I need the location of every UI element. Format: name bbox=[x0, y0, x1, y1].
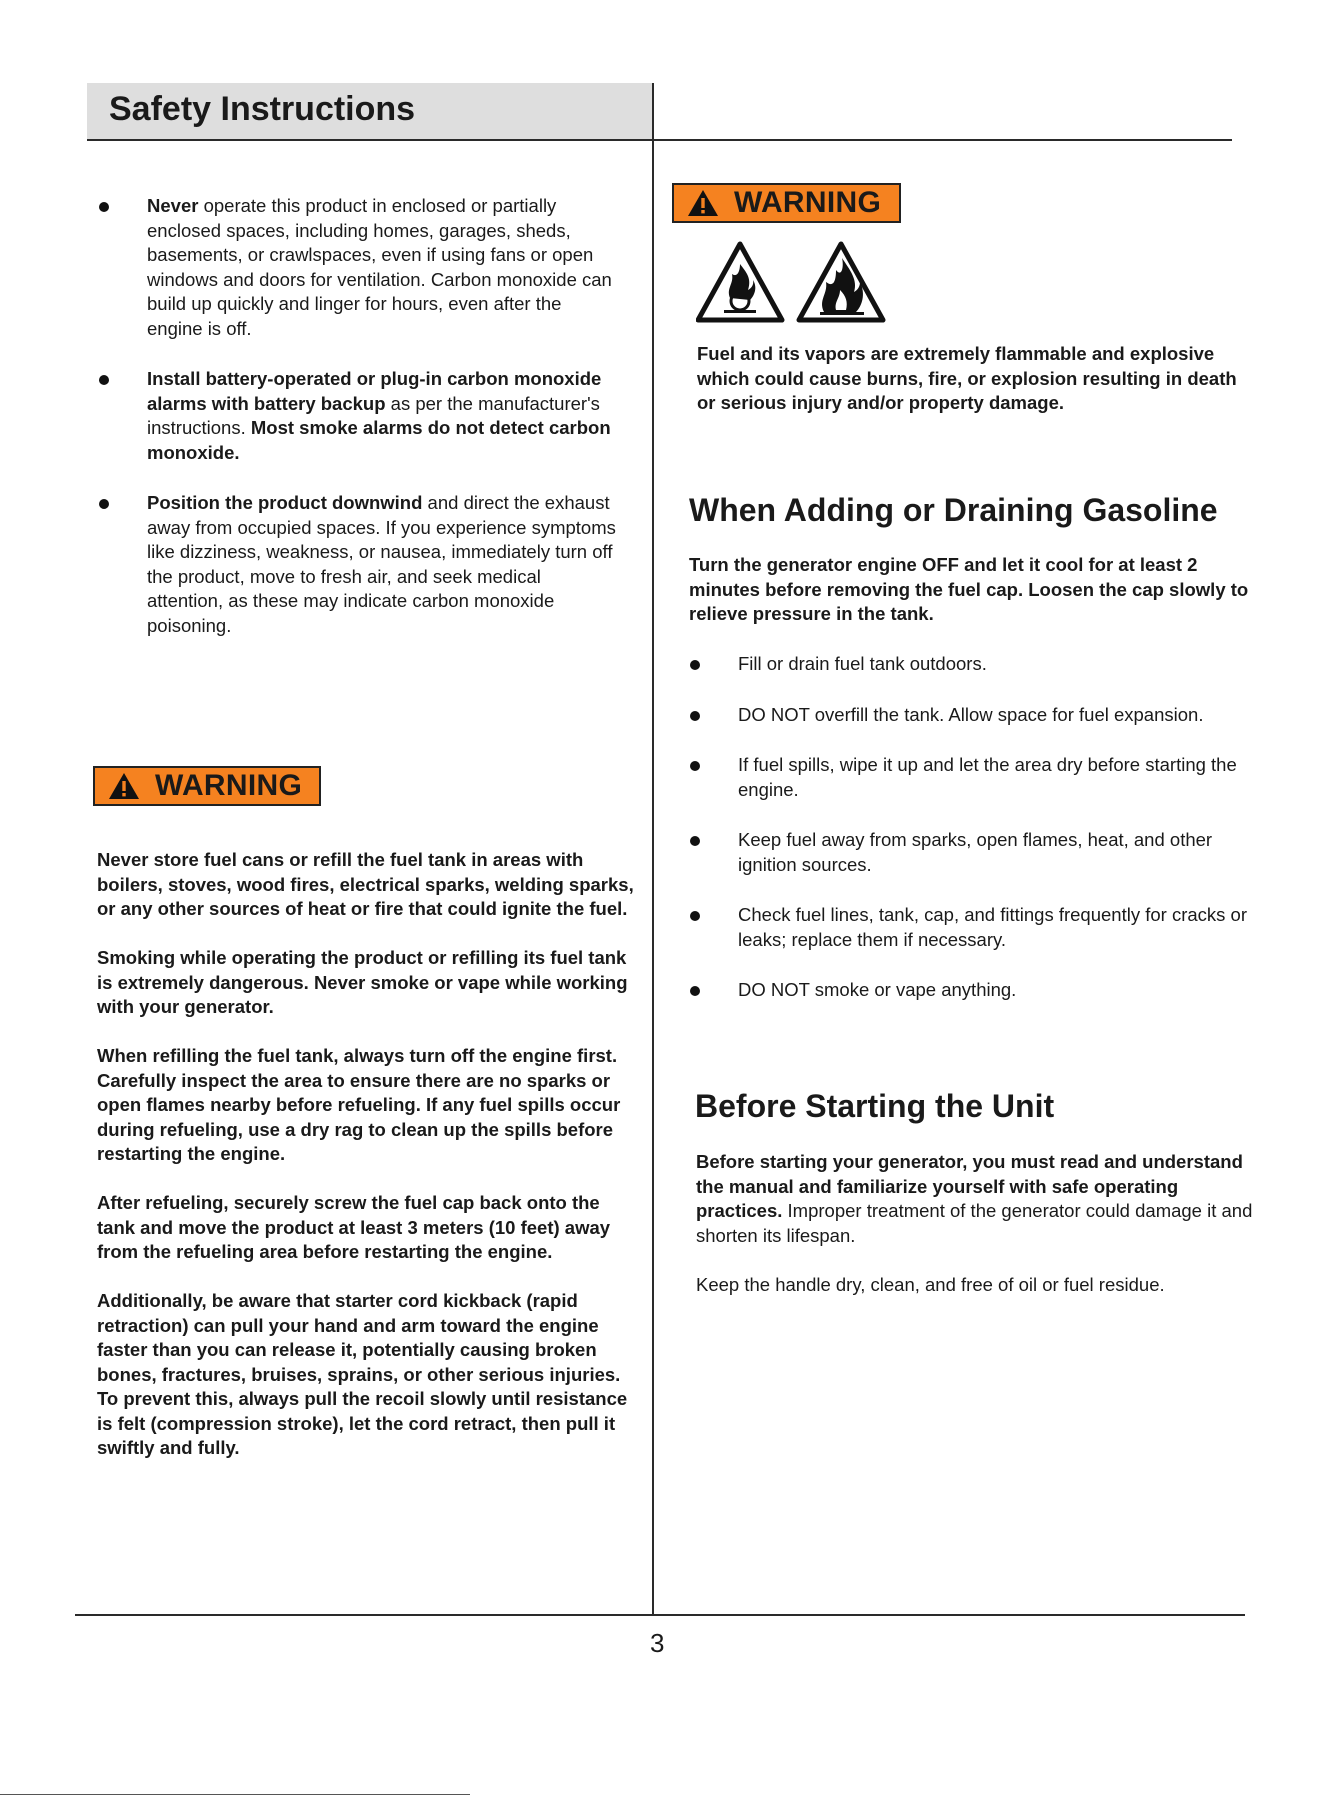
bullet-text: If fuel spills, wipe it up and let the area dry before starting the engine. bbox=[738, 754, 1237, 800]
oxidizer-hazard-icon bbox=[698, 244, 782, 320]
bullet-icon bbox=[99, 375, 109, 385]
bullet-text: DO NOT smoke or vape anything. bbox=[738, 979, 1017, 1000]
before-paragraph: Keep the handle dry, clean, and free of oil or fuel residue. bbox=[696, 1273, 1165, 1295]
bullet-icon bbox=[690, 986, 700, 996]
warning-paragraph: When refilling the fuel tank, always turn off the engine first. Carefully inspect the area to ensure there are no sparks or open flames nearby before refueling. If any fuel spills occur during refueling, use a dry rag to clean up the spills before restarting the engine. bbox=[97, 1045, 621, 1164]
list-item bbox=[99, 491, 619, 638]
bullet-bold-text: Position the product downwind bbox=[147, 492, 423, 513]
warning-label: WARNING bbox=[734, 186, 882, 219]
footer-rule bbox=[75, 1614, 1245, 1616]
bullet-text: Fill or drain fuel tank outdoors. bbox=[738, 653, 987, 674]
bullet-bold-text: Most smoke alarms do not detect carbon monoxide. bbox=[147, 417, 611, 463]
bullet-icon bbox=[690, 911, 700, 921]
fuel-warning-text: Fuel and its vapors are extremely flammable and explosive which could cause burns, fire, or explosion resulting in death or serious injury and/or property damage. bbox=[697, 343, 1237, 413]
bullet-text: Keep fuel away from sparks, open flames, heat, and other ignition sources. bbox=[738, 829, 1213, 875]
before-bold-text: Before starting your generator, you must read and understand the manual and familiarize yourself with safe operating practices. bbox=[696, 1151, 1243, 1221]
left-bullet-list bbox=[99, 194, 619, 664]
warning-badge bbox=[93, 766, 321, 806]
gasoline-bullet-list bbox=[690, 652, 1250, 1029]
list-item bbox=[690, 903, 1250, 952]
bullet-text: operate this product in enclosed or partially enclosed spaces, including homes, garages, sheds, basements, or crawlspaces, even if using fans or open windows and doors for ventilation. Carbon monoxide can build up quickly and linger for hours, even after the engine is off. bbox=[147, 195, 612, 339]
bullet-icon bbox=[690, 836, 700, 846]
warning-paragraph: Additionally, be aware that starter cord kickback (rapid retraction) can pull your hand and arm toward the engine faster than you can release it, potentially causing broken bones, fractures, bruises, sprains, or other serious injuries. To prevent this, always pull the recoil slowly until resistance is felt (compression stroke), let the cord retract, then pull it swiftly and fully. bbox=[97, 1290, 628, 1458]
before-paragraph bbox=[696, 1150, 1256, 1248]
left-warning-paragraphs bbox=[97, 848, 637, 1485]
warning-badge bbox=[672, 183, 901, 223]
list-item bbox=[690, 652, 1250, 677]
warning-paragraph: After refueling, securely screw the fuel cap back onto the tank and move the product at least 3 meters (10 feet) away from the refueling area before restarting the engine. bbox=[97, 1192, 611, 1262]
list-item bbox=[690, 703, 1250, 728]
bullet-bold-text: Never bbox=[147, 195, 199, 216]
bullet-icon bbox=[99, 499, 109, 509]
bullet-text: as per the manufacturer's instructions. bbox=[147, 392, 600, 438]
section-title-gasoline: When Adding or Draining Gasoline bbox=[689, 492, 1218, 528]
bullet-icon bbox=[690, 711, 700, 721]
bullet-text: and direct the exhaust away from occupied spaces. If you experience symptoms like dizziness, weakness, or nausea, immediately turn off the product, move to fresh air, and seek medical attention, as these may indicate carbon monoxide poisoning. bbox=[147, 492, 616, 636]
page-number: 3 bbox=[650, 1628, 665, 1658]
bullet-text: Check fuel lines, tank, cap, and fittings frequently for cracks or leaks; replace them if necessary. bbox=[738, 904, 1247, 950]
list-item bbox=[690, 753, 1250, 802]
warning-paragraph: Never store fuel cans or refill the fuel tank in areas with boilers, stoves, wood fires, electrical sparks, welding sparks, or any other sources of heat or fire that could ignite the fuel. bbox=[97, 849, 634, 919]
bullet-bold-text: Install battery-operated or plug-in carbon monoxide alarms with battery backup bbox=[147, 368, 602, 414]
warning-triangle-icon bbox=[686, 188, 720, 218]
hazard-icons bbox=[696, 240, 888, 324]
bullet-icon bbox=[690, 660, 700, 670]
list-item bbox=[690, 978, 1250, 1003]
warning-label: WARNING bbox=[155, 769, 303, 802]
bullet-icon bbox=[690, 761, 700, 771]
bullet-text: DO NOT overfill the tank. Allow space for fuel expansion. bbox=[738, 703, 1204, 725]
list-item bbox=[690, 828, 1250, 877]
list-item bbox=[99, 194, 619, 341]
gasoline-intro: Turn the generator engine OFF and let it cool for at least 2 minutes before removing the fuel cap. Loosen the cap slowly to relieve pressure in the tank. bbox=[689, 554, 1249, 624]
bullet-icon bbox=[99, 202, 109, 212]
warning-triangle-icon bbox=[107, 771, 141, 801]
column-divider bbox=[652, 83, 654, 1616]
bottom-edge-line bbox=[0, 1794, 470, 1795]
before-starting-text bbox=[696, 1150, 1256, 1322]
flammable-hazard-icon bbox=[799, 244, 883, 320]
before-text: Improper treatment of the generator could damage it and shorten its lifespan. bbox=[696, 1200, 1253, 1246]
warning-paragraph: Smoking while operating the product or refilling its fuel tank is extremely dangerous. Never smoke or vape while working with your generator. bbox=[97, 947, 628, 1017]
header-rule bbox=[654, 139, 1232, 141]
list-item bbox=[99, 367, 619, 465]
section-title-before-starting: Before Starting the Unit bbox=[695, 1088, 1055, 1124]
page-title: Safety Instructions bbox=[109, 90, 416, 128]
